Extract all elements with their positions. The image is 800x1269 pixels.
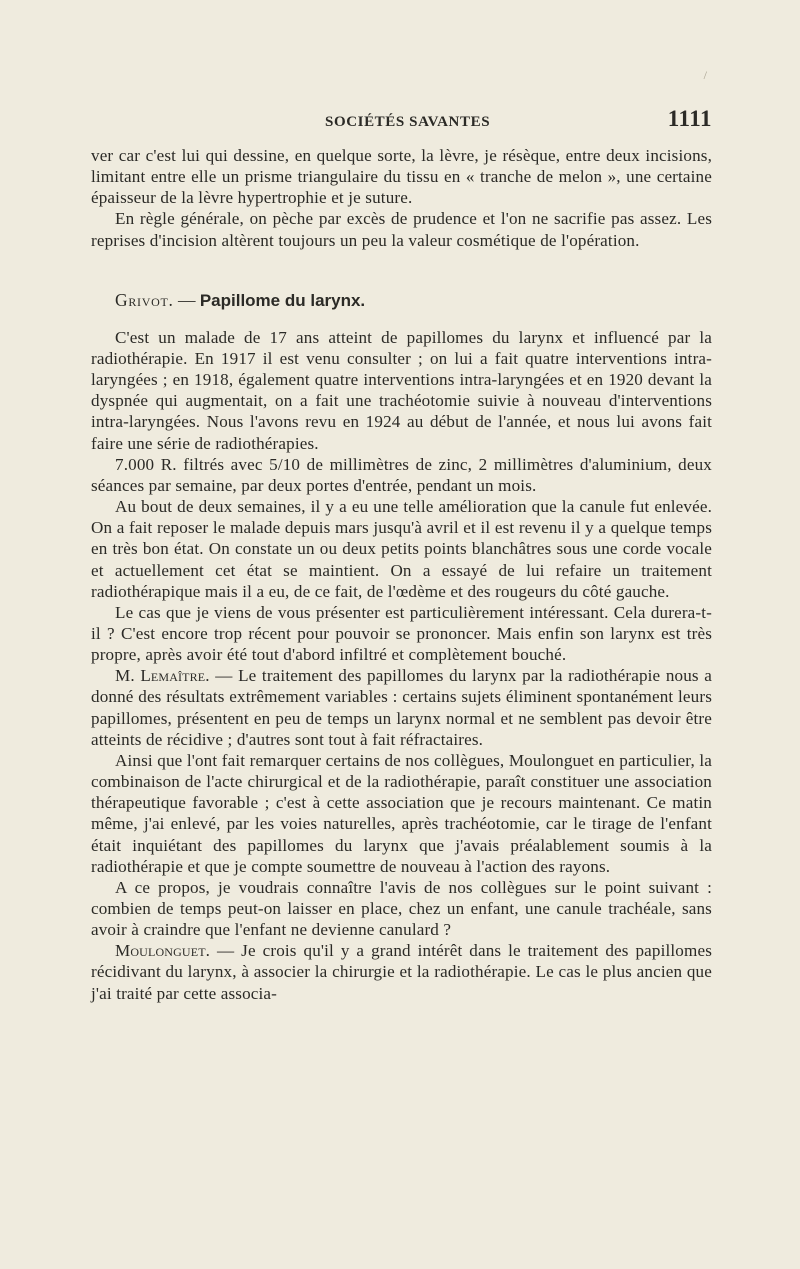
paragraph-prudence: En règle générale, on pèche par excès de prudence et l'on ne sacrifie pas assez. Les reprises d'incision altèrent toujours un peu la valeur cosmétique de l'opération. xyxy=(91,209,712,250)
running-title: SOCIÉTÉS SAVANTES xyxy=(325,114,491,130)
paragraph-moulonguet xyxy=(91,940,712,1003)
paragraph-case-history: C'est un malade de 17 ans atteint de papillomes du larynx et influencé par la radiothérapie. En 1917 il est venu consulter ; on lui a fait quatre interventions intra-laryngées ; en 1918, également quatre interventions intra-laryngées et en 1920 devant la dyspnée qui augmentait, on a fait une trachéotomie suivie à nouveau d'interventions intra-laryngées. Nous l'avons revu en 1924 au début de l'année, et nous lui avons fait faire une série de radiothérapies. xyxy=(91,327,712,453)
lemaitre-text: Le traitement des papillomes du larynx par la radiothérapie nous a donné des résultats extrêmement variables : certains sujets éliminent spontanément leurs papillomes, présentent en peu de temps un larynx normal et ne semblent pas devoir être atteints de récidive ; d'autres sont tout à fait réfractaires. xyxy=(91,666,713,749)
paragraph-association: Ainsi que l'ont fait remarquer certains de nos collègues, Moulonguet en particulier, la combinaison de l'acte chirurgical et de la radiothérapie, paraît constituer une association thérapeutique favorable ; c'est à cette association que je recours maintenant. Ce matin même, j'ai enlevé, par les voies naturelles, après trachéotomie, car le tirage de l'enfant était inquiétant des papillomes du larynx que j'avais préalablement soumis à la radiothérapie et que je compte soumettre de nouveau à l'action des rayons. xyxy=(91,750,712,876)
section-author: Grivot. xyxy=(115,289,174,310)
moulonguet-separator: — xyxy=(210,941,242,961)
section-heading xyxy=(115,288,712,313)
section-separator: — xyxy=(173,289,200,310)
speaker-moulonguet: Moulonguet. xyxy=(115,941,211,961)
page-header xyxy=(91,106,712,136)
paragraph-improvement: Au bout de deux semaines, il y a eu une telle amélioration que la canule fut enlevée. On a fait reposer le malade depuis mars jusqu'à avril et il est revenu il y a quelque temps en très bon état. On constate un ou deux petits points blanchâtres sous une corde vocale et actuellement cet état se maintient. On a essayé de lui refaire un traitement radiothérapique mais il a eu, de ce fait, de l'œdème et des rougeurs du côté gauche. xyxy=(91,497,712,601)
document-body xyxy=(91,145,712,1004)
paragraph-radiation-dose: 7.000 R. filtrés avec 5/10 de millimètres de zinc, 2 millimètres d'aluminium, deux séances par semaine, par deux portes d'entrée, pendant un mois. xyxy=(91,454,712,495)
paragraph-conclusion: Le cas que je viens de vous présenter est particulièrement intéressant. Cela durera-t-il ? C'est encore trop récent pour pouvoir se prononcer. Mais enfin son larynx est très propre, après avoir été tout d'abord infiltré et complètement bouché. xyxy=(91,602,712,665)
section-title: Papillome du larynx. xyxy=(199,290,366,310)
paragraph-lemaitre xyxy=(91,665,712,750)
lemaitre-separator: — xyxy=(209,666,239,686)
paragraph-continuation: ver car c'est lui qui dessine, en quelque sorte, la lèvre, je résèque, entre deux incisions, limitant entre elle un prisme triangulaire du tissu en « tranche de melon », une certaine épaisseur de la lèvre hypertrophie et je suture. xyxy=(91,146,712,208)
paragraph-question: A ce propos, je voudrais connaître l'avis de nos collègues sur le point suivant : combien de temps peut-on laisser en place, chez un enfant, une canule trachéale, sans avoir à craindre que l'enfant ne devienne canulard ? xyxy=(91,877,712,940)
moulonguet-text: Je crois qu'il y a grand intérêt dans le traitement des papillomes récidivant du larynx, à associer la chirurgie et la radiothérapie. Le cas le plus ancien que j'ai traité par cette associa- xyxy=(91,941,712,1003)
page-number: 1111 xyxy=(667,106,712,131)
page-corner-mark: / xyxy=(703,68,707,82)
speaker-lemaitre: M. Lemaître. xyxy=(115,666,210,686)
